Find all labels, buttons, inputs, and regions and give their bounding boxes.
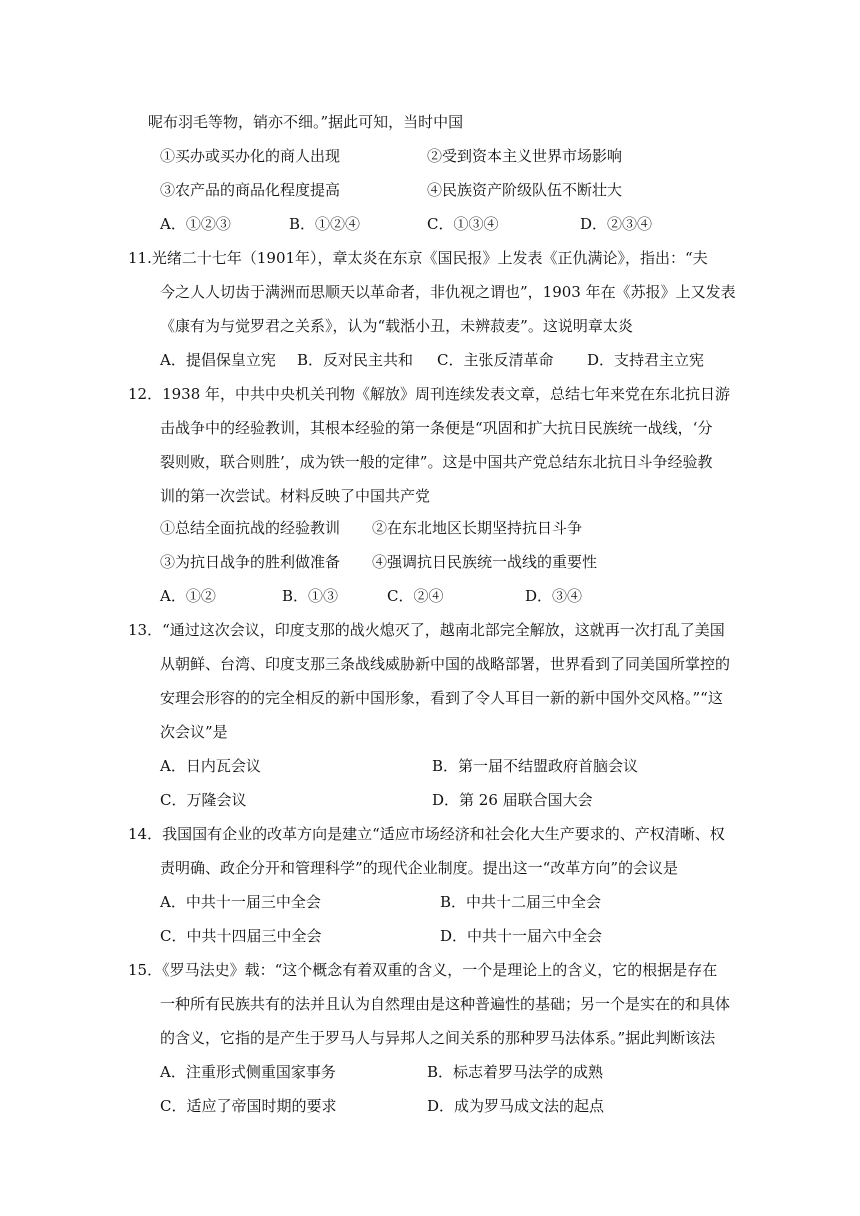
q12-stem-line-1: 12．1938 年，中共中央机关刊物《解放》周刊连续发表文章，总结七年来党在东北抗日游 bbox=[128, 385, 731, 403]
q10-option-a: A．①②③ bbox=[160, 215, 231, 233]
q10-statement-1: ①买办或买办化的商人出现 bbox=[160, 147, 341, 165]
q12-option-d: D．③④ bbox=[525, 587, 583, 605]
q15-stem-line-1: 15．《罗马法史》载：“这个概念有着双重的含义，一个是理论上的含义，它的根据是存在 bbox=[128, 961, 718, 979]
q12-statement-2: ②在东北地区长期坚持抗日斗争 bbox=[372, 519, 583, 537]
q11-stem-line-2: 今之人人切齿于满洲而思顺天以革命者，非仇视之谓也”，1903 年在《苏报》上又发表 bbox=[160, 283, 736, 301]
q13-option-c: C．万隆会议 bbox=[160, 791, 247, 809]
q12-stem-line-3: 裂则败，联合则胜’，成为铁一般的定律”。这是中国共产党总结东北抗日斗争经验教 bbox=[160, 453, 713, 471]
q14-option-d: D．中共十一届六中全会 bbox=[440, 927, 603, 945]
q12-option-c: C．②④ bbox=[387, 587, 444, 605]
q11-option-a: A．提倡保皇立宪 bbox=[160, 351, 276, 369]
q10-stem-end: 呢布羽毛等物，销亦不细。”据此可知，当时中国 bbox=[148, 113, 464, 131]
q10-option-d: D．②③④ bbox=[580, 215, 653, 233]
q11-option-c: C．主张反清革命 bbox=[437, 351, 554, 369]
q11-option-b: B．反对民主共和 bbox=[297, 351, 414, 369]
q15-option-a: A．注重形式侧重国家事务 bbox=[160, 1063, 336, 1081]
q14-stem-line-1: 14．我国国有企业的改革方向是建立“适应市场经济和社会化大生产要求的、产权清晰、权 bbox=[128, 825, 725, 843]
q12-statement-3: ③为抗日战争的胜利做准备 bbox=[160, 553, 341, 571]
q12-option-a: A．①② bbox=[160, 587, 216, 605]
q12-option-b: B．①③ bbox=[282, 587, 339, 605]
q11-option-d: D．支持君主立宪 bbox=[587, 351, 705, 369]
q10-statement-4: ④民族资产阶级队伍不断壮大 bbox=[427, 181, 623, 199]
q11-stem-line-1: 11.光绪二十七年（1901年），章太炎在东京《国民报》上发表《正仇满论》，指出：“夫 bbox=[128, 249, 708, 267]
q11-stem-line-3: 《康有为与觉罗君之关系》，认为“载湉小丑，未辨菽麦”。这说明章太炎 bbox=[160, 317, 633, 335]
q14-option-a: A．中共十一届三中全会 bbox=[160, 893, 321, 911]
q15-stem-line-3: 的含义，它指的是产生于罗马人与异邦人之间关系的那种罗马法体系。”据此判断该法 bbox=[160, 1029, 716, 1047]
q15-option-c: C．适应了帝国时期的要求 bbox=[160, 1097, 337, 1115]
q14-stem-line-2: 责明确、政企分开和管理科学”的现代企业制度。提出这一“改革方向”的会议是 bbox=[160, 859, 679, 877]
q10-statement-3: ③农产品的商品化程度提高 bbox=[160, 181, 341, 199]
q10-statement-2: ②受到资本主义世界市场影响 bbox=[427, 147, 623, 165]
q10-option-b: B．①②④ bbox=[289, 215, 361, 233]
q10-option-c: C．①③④ bbox=[427, 215, 499, 233]
q12-stem-line-4: 训的第一次尝试。材料反映了中国共产党 bbox=[160, 487, 431, 505]
q13-option-b: B．第一届不结盟政府首脑会议 bbox=[432, 757, 639, 775]
q15-option-b: B．标志着罗马法学的成熟 bbox=[427, 1063, 604, 1081]
q15-option-d: D．成为罗马成文法的起点 bbox=[427, 1097, 605, 1115]
q12-statement-4: ④强调抗日民族统一战线的重要性 bbox=[372, 553, 598, 571]
q13-option-d: D．第 26 届联合国大会 bbox=[432, 791, 593, 809]
q13-stem-line-3: 安理会形容的的完全相反的新中国形象，看到了令人耳目一新的新中国外交风格。”“这 bbox=[160, 689, 723, 707]
q14-option-b: B．中共十二届三中全会 bbox=[440, 893, 602, 911]
q13-option-a: A．日内瓦会议 bbox=[160, 757, 261, 775]
q13-stem-line-2: 从朝鲜、台湾、印度支那三条战线威胁新中国的战略部署，世界看到了同美国所掌控的 bbox=[160, 655, 731, 673]
q12-stem-line-2: 击战争中的经验教训，其根本经验的第一条便是“巩固和扩大抗日民族统一战线，‘分 bbox=[160, 419, 713, 437]
q14-option-c: C．中共十四届三中全会 bbox=[160, 927, 322, 945]
q12-statement-1: ①总结全面抗战的经验教训 bbox=[160, 519, 341, 537]
q13-stem-line-4: 次会议”是 bbox=[160, 723, 228, 741]
q15-stem-line-2: 一种所有民族共有的法并且认为自然理由是这种普遍性的基础；另一个是实在的和具体 bbox=[160, 995, 731, 1013]
q13-stem-line-1: 13．“通过这次会议，印度支那的战火熄灭了，越南北部完全解放，这就再一次打乱了美国 bbox=[128, 621, 725, 639]
